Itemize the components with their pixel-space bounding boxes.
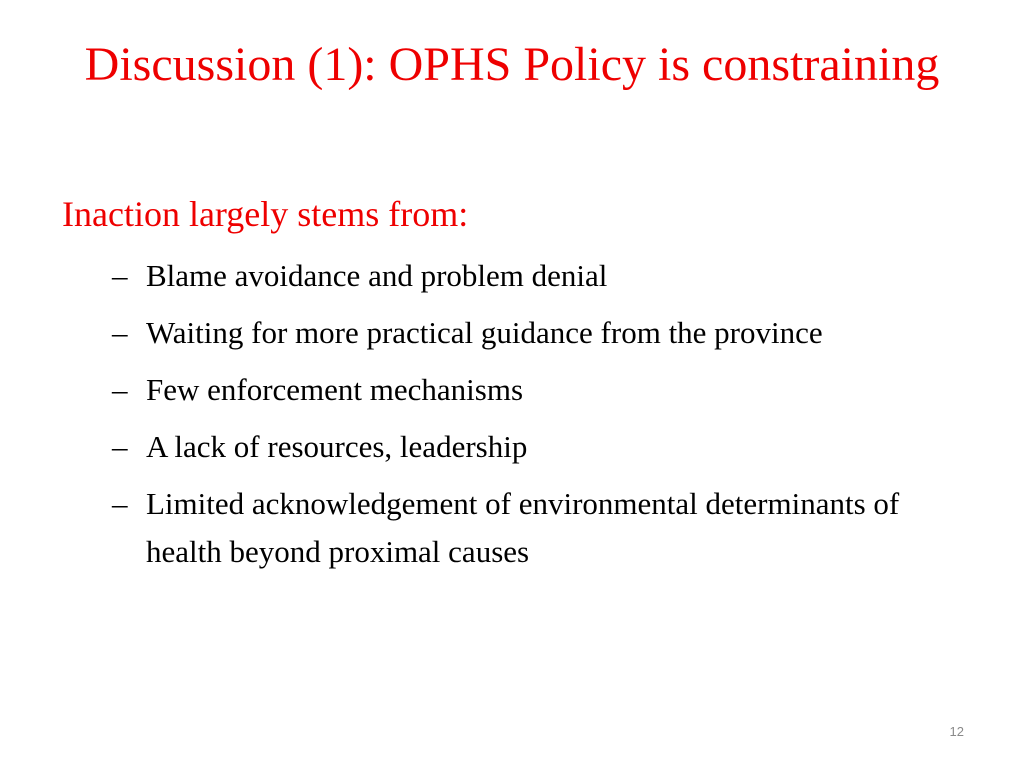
dash-bullet-icon: – <box>112 258 128 293</box>
dash-bullet-icon: – <box>112 372 128 407</box>
dash-bullet-icon: – <box>112 486 128 521</box>
bullet-text: Limited acknowledgement of environmental determinants of health beyond proximal causes <box>146 486 900 569</box>
section-heading: Inaction largely stems from: <box>62 194 469 234</box>
slide-title: Discussion (1): OPHS Policy is constraining <box>84 38 940 91</box>
bullet-item <box>112 423 932 471</box>
bullet-item <box>112 309 932 357</box>
bullet-text: A lack of resources, leadership <box>146 429 528 464</box>
bullet-item <box>112 480 932 576</box>
dash-bullet-icon: – <box>112 429 128 464</box>
bullet-list <box>112 252 932 585</box>
page-number: 12 <box>949 724 964 739</box>
bullet-item <box>112 252 932 300</box>
bullet-item <box>112 366 932 414</box>
bullet-text: Few enforcement mechanisms <box>146 372 524 407</box>
bullet-text: Waiting for more practical guidance from the province <box>146 315 823 350</box>
dash-bullet-icon: – <box>112 315 128 350</box>
bullet-text: Blame avoidance and problem denial <box>146 258 608 293</box>
